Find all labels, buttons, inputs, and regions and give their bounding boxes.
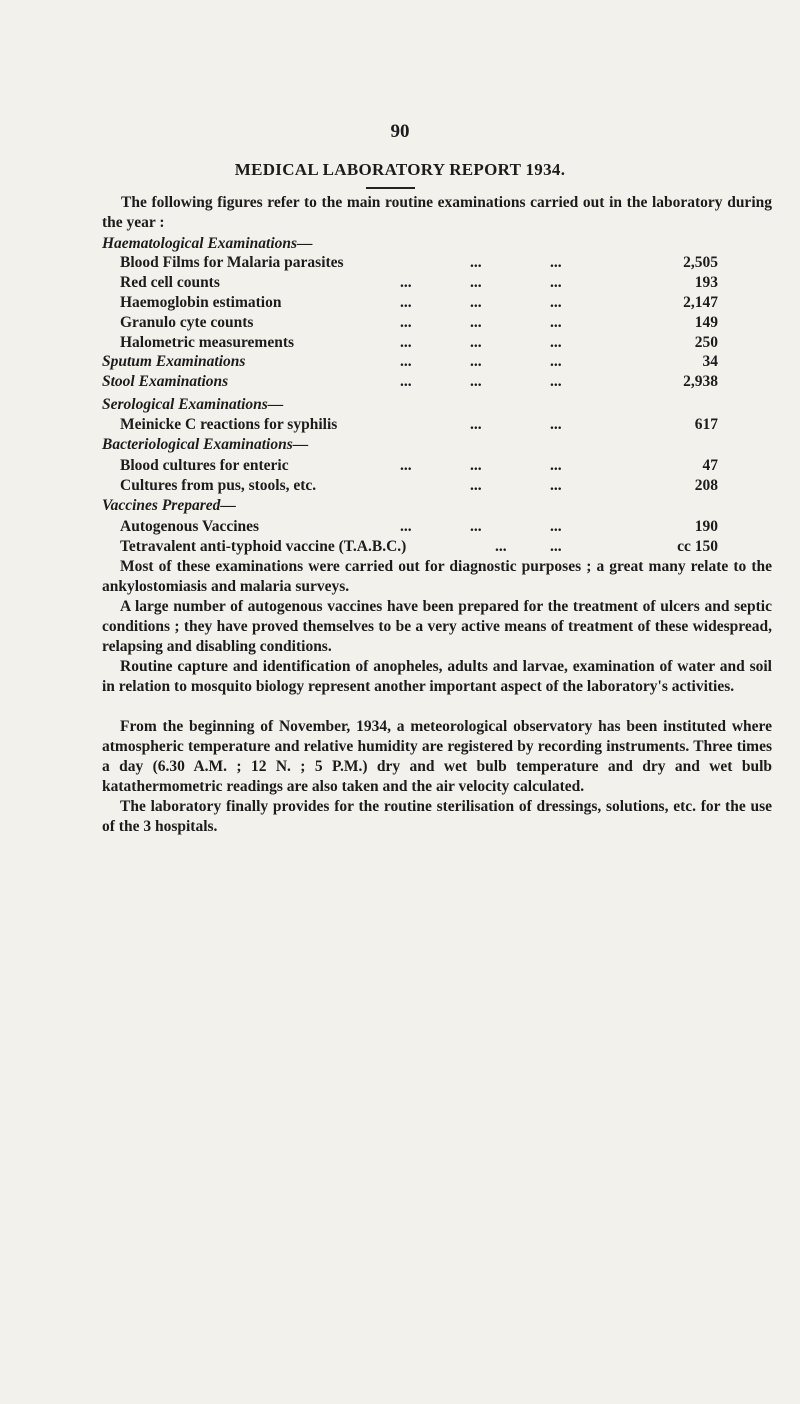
section-heading-sputum: [0, 352, 800, 372]
title-rule: [366, 187, 415, 189]
item-label: Meinicke C reactions for syphilis: [120, 416, 338, 433]
page-number: 90: [390, 121, 410, 142]
leader-dots: ...: [400, 518, 412, 535]
leader-dots: ...: [550, 457, 562, 474]
list-item: [0, 476, 800, 496]
leader-dots: ...: [400, 274, 412, 291]
leader-dots: ...: [400, 457, 412, 474]
leader-dots: ...: [470, 294, 482, 311]
item-label: Blood cultures for enteric: [120, 457, 289, 474]
paragraph-anopheles: Routine capture and identification of anopheles, adults and larvae, examination of water and soil in relation to mosquito biology represent another important aspect of the laboratory's activities.: [102, 658, 772, 695]
heading-text: Sputum Examinations: [102, 353, 246, 370]
item-label: Autogenous Vaccines: [120, 518, 260, 535]
leader-dots: ...: [495, 538, 507, 555]
leader-dots: ...: [470, 518, 482, 535]
leader-dots: ...: [550, 477, 562, 494]
item-value: 193: [694, 274, 718, 291]
leader-dots: ...: [550, 254, 562, 271]
section-heading-bacteriological: [0, 435, 800, 455]
leader-dots: ...: [400, 373, 412, 390]
item-value: cc 150: [677, 538, 718, 555]
leader-dots: ...: [400, 314, 412, 331]
leader-dots: ...: [550, 314, 562, 331]
section-heading-serological: [0, 395, 800, 415]
leader-dots: ...: [550, 518, 562, 535]
heading-text: Haematological Examinations—: [102, 235, 313, 252]
leader-dots: ...: [550, 373, 562, 390]
list-item: [0, 333, 800, 353]
section-heading-haematological: [0, 234, 800, 254]
item-value: 47: [702, 457, 718, 474]
leader-dots: ...: [470, 416, 482, 433]
leader-dots: ...: [550, 294, 562, 311]
paragraph-meteorological: From the beginning of November, 1934, a meteorological observatory has been instituted where atmospheric temperature and relative humidity are registered by recording instruments. Three times a day (6.30 A.M. ; 12 N. ; 5 P.M.) dry and wet bulb temperature and dry and wet bulb katathermometric readings are also taken and the air velocity calculated.: [102, 718, 772, 795]
section-heading-stool: [0, 372, 800, 392]
section-heading-vaccines: [0, 496, 800, 516]
leader-dots: ...: [400, 353, 412, 370]
item-value: 34: [702, 353, 718, 370]
item-value: 208: [694, 477, 718, 494]
item-value: 250: [694, 334, 718, 351]
item-value: 2,505: [683, 254, 718, 271]
leader-dots: ...: [550, 538, 562, 555]
item-label: Blood Films for Malaria parasites: [120, 254, 344, 271]
list-item: [0, 293, 800, 313]
list-item: [0, 517, 800, 537]
leader-dots: ...: [470, 274, 482, 291]
leader-dots: ...: [470, 477, 482, 494]
item-label: Cultures from pus, stools, etc.: [120, 477, 317, 494]
leader-dots: ...: [550, 334, 562, 351]
leader-dots: ...: [470, 254, 482, 271]
list-item: [0, 253, 800, 273]
item-label: Granulo cyte counts: [120, 314, 254, 331]
list-item: [0, 537, 800, 557]
item-label: Red cell counts: [120, 274, 220, 291]
list-item: [0, 456, 800, 476]
leader-dots: ...: [470, 314, 482, 331]
item-value: 617: [694, 416, 718, 433]
item-label: Tetravalent anti-typhoid vaccine (T.A.B.C.): [120, 538, 407, 555]
leader-dots: ...: [550, 416, 562, 433]
item-value: 149: [694, 314, 718, 331]
paragraph-diagnostic: Most of these examinations were carried out for diagnostic purposes ; a great many relate to the ankylostomiasis and malaria surveys.: [102, 558, 772, 595]
heading-text: Serological Examinations—: [102, 396, 284, 413]
paragraph-vaccines: A large number of autogenous vaccines have been prepared for the treatment of ulcers and septic conditions ; they have proved themselves to be a very active means of treatment of these widespread, relapsing and disabling conditions.: [102, 598, 772, 655]
list-item: [0, 415, 800, 435]
leader-dots: ...: [550, 353, 562, 370]
leader-dots: ...: [400, 334, 412, 351]
leader-dots: ...: [550, 274, 562, 291]
item-label: Haemoglobin estimation: [120, 294, 282, 311]
heading-text: Bacteriological Examinations—: [102, 436, 309, 453]
page-title: MEDICAL LABORATORY REPORT 1934.: [234, 160, 566, 179]
intro-paragraph: The following figures refer to the main routine examinations carried out in the laboratory during the year :: [102, 194, 772, 231]
heading-text: Stool Examinations: [102, 373, 229, 390]
list-item: [0, 273, 800, 293]
item-value: 2,147: [683, 294, 718, 311]
list-item: [0, 313, 800, 333]
heading-text: Vaccines Prepared—: [102, 497, 236, 514]
leader-dots: ...: [470, 457, 482, 474]
leader-dots: ...: [470, 373, 482, 390]
item-label: Halometric measurements: [120, 334, 295, 351]
paragraph-sterilisation: The laboratory finally provides for the routine sterilisation of dressings, solutions, etc. for the use of the 3 hospitals.: [102, 798, 772, 835]
leader-dots: ...: [470, 334, 482, 351]
item-value: 190: [694, 518, 718, 535]
item-value: 2,938: [683, 373, 718, 390]
leader-dots: ...: [470, 353, 482, 370]
leader-dots: ...: [400, 294, 412, 311]
